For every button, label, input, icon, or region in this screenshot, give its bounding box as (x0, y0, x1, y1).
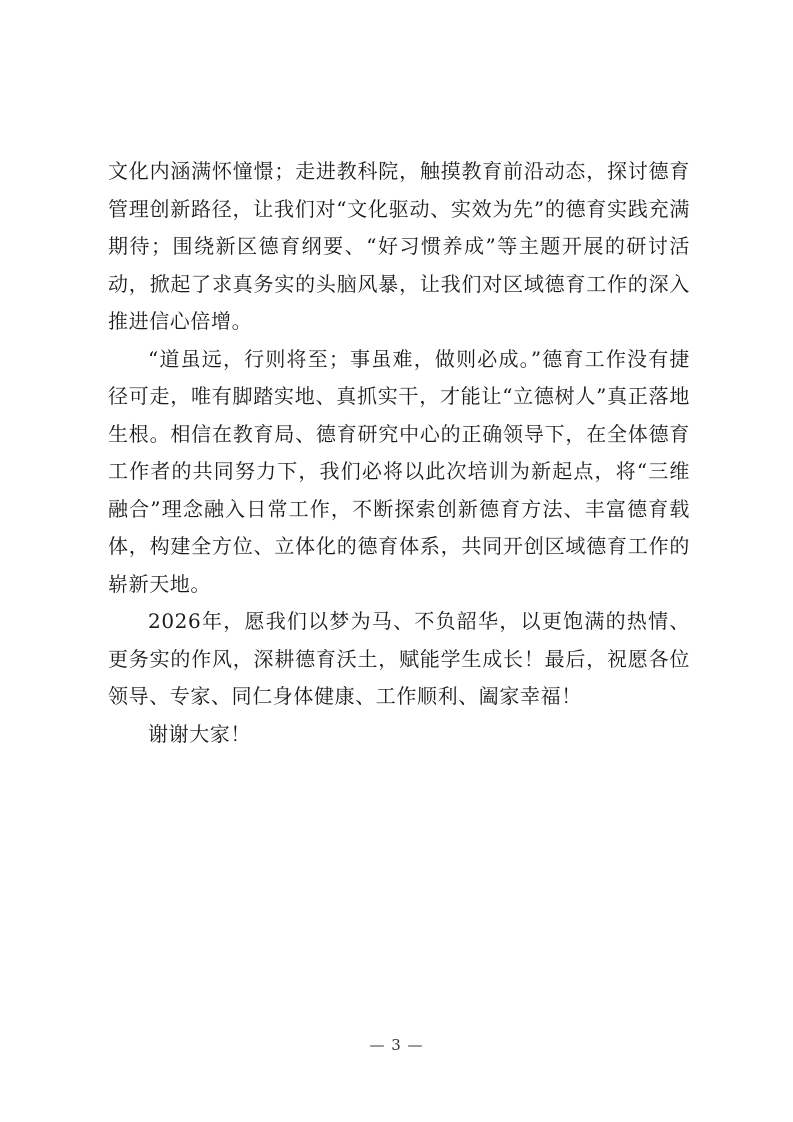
page-number: — 3 — (369, 1036, 424, 1054)
paragraph-closing: 谢谢大家！ (148, 721, 251, 746)
paragraph-2: “道虽远，行则将至；事虽难，做则必成。”德育工作没有捷径可走，唯有脚踏实地、真抓实干，才能让“立德树人”真正落地生根。相信在教育局、德育研究中心的正确领导下，在全体德育工作者的共同努力下，我们必将以此次培训为新起点，将“三维融合”理念融入日常工作，不断探索创新德育方法、丰富德育载体，构建全方位、立体化的德育体系，共同开创区域德育工作的崭新天地。 (108, 346, 690, 596)
paragraph-1: 文化内涵满怀憧憬；走进教科院，触摸教育前沿动态，探讨德育管理创新路径，让我们对“文化驱动、实效为先”的德育实践充满期待；围绕新区德育纲要、“好习惯养成”等主题开展的研讨活动，掀起了求真务实的头脑风暴，让我们对区域德育工作的深入推进信心倍增。 (108, 159, 690, 333)
paragraph-3: 2026年，愿我们以梦为马、不负韶华，以更饱满的热情、更务实的作风，深耕德育沃土，赋能学生成长！最后，祝愿各位领导、专家、同仁身体健康、工作顺利、阖家幸福！ (108, 609, 690, 708)
body-text (108, 153, 690, 753)
